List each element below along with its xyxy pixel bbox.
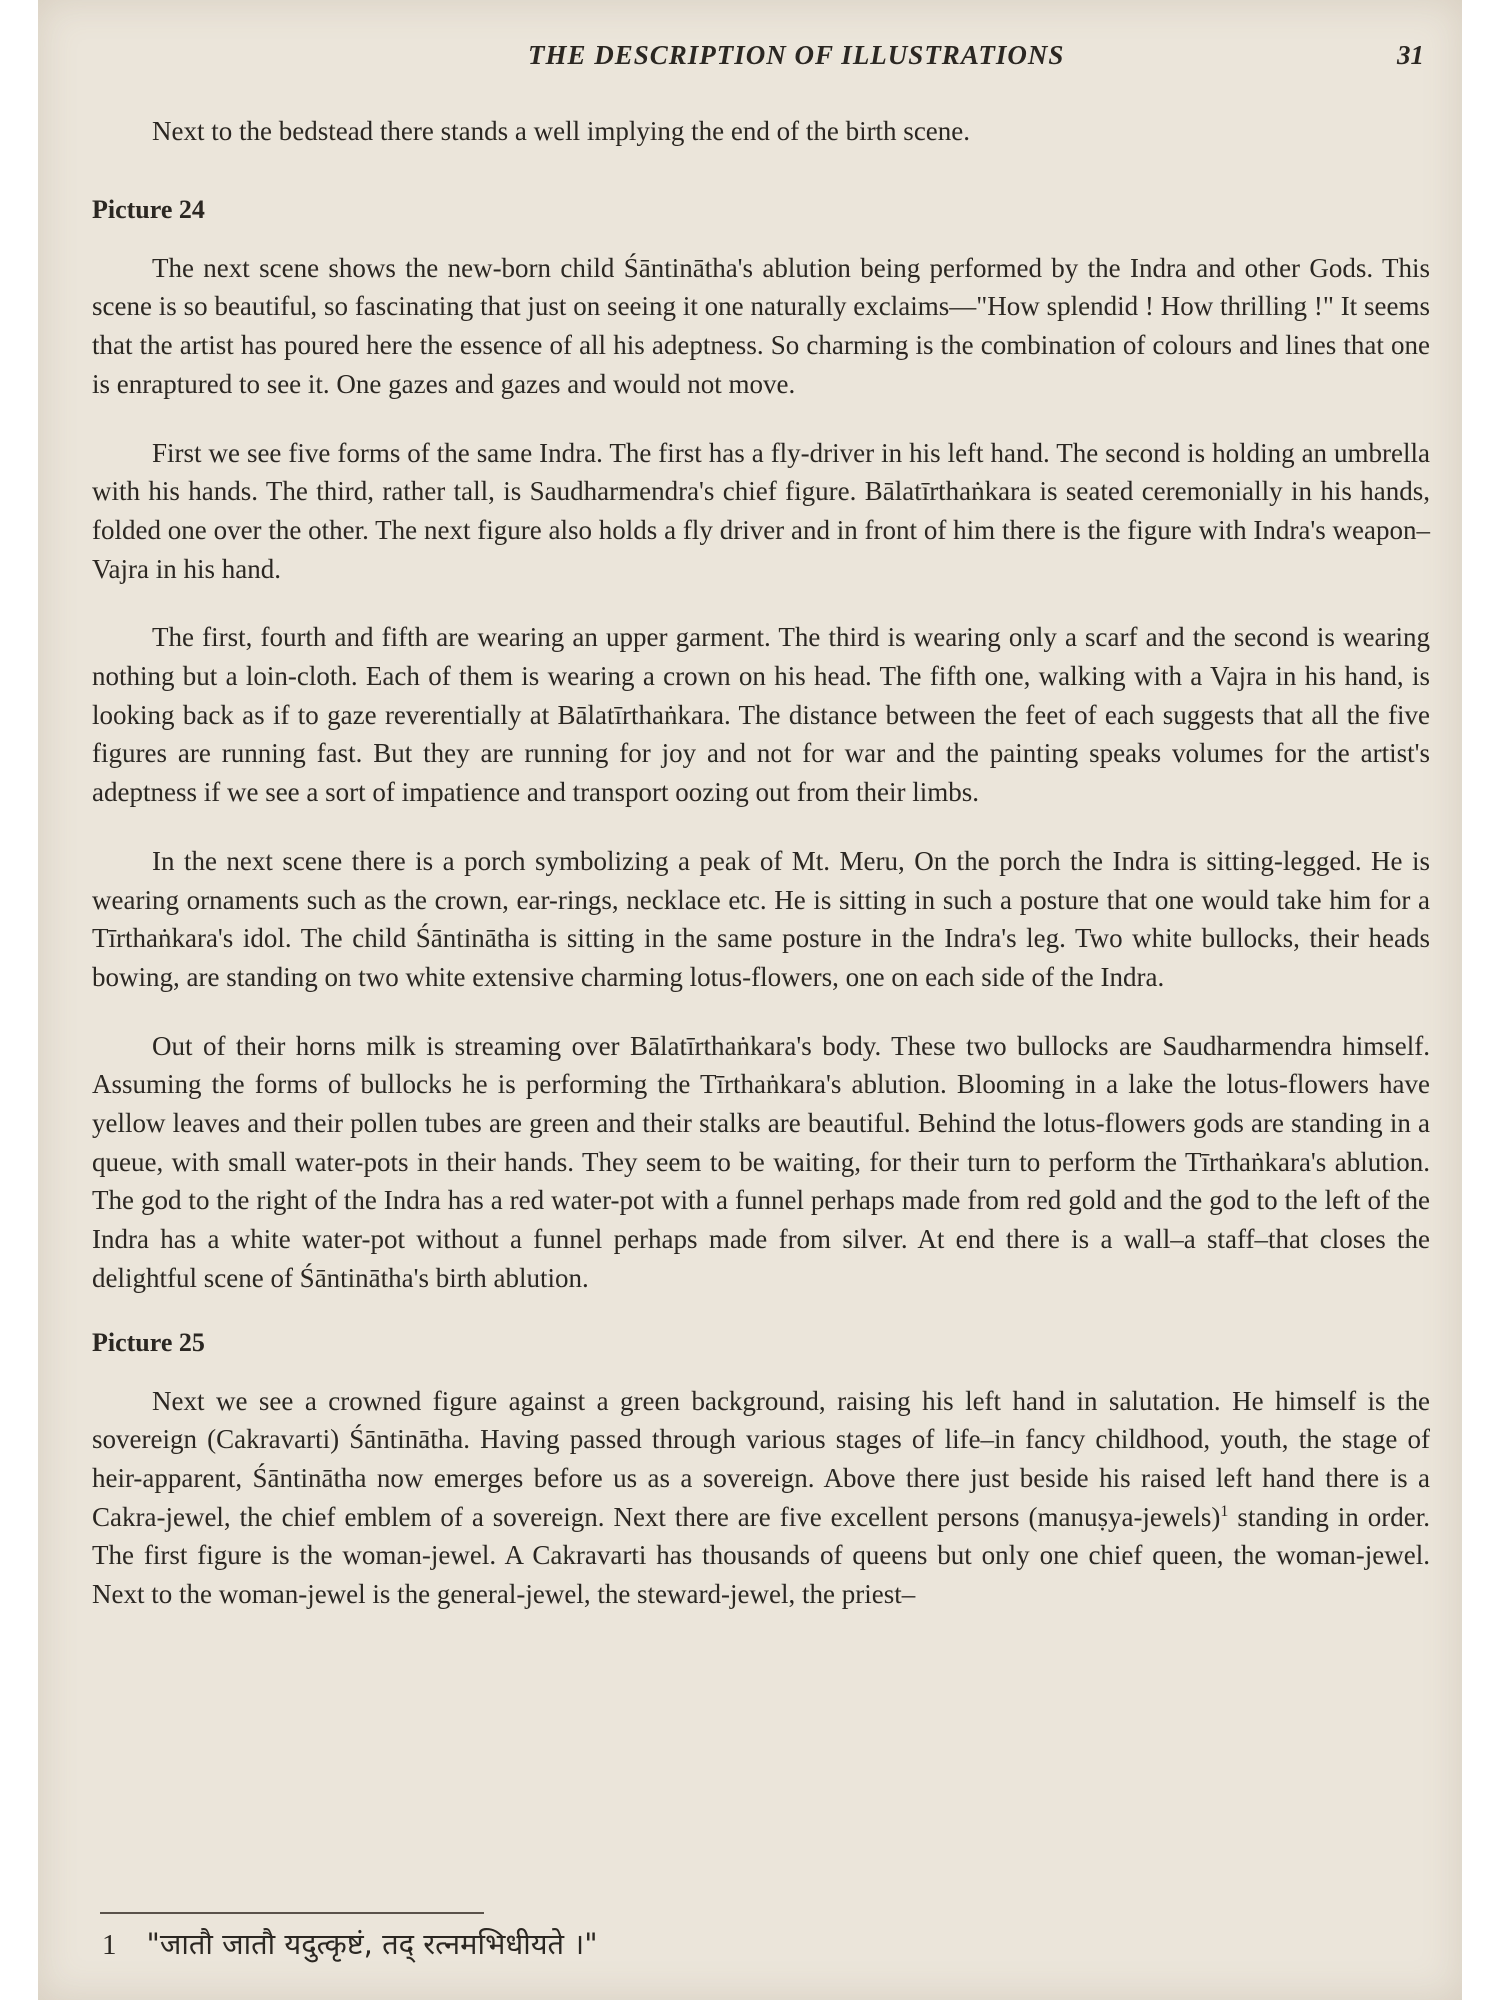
footnote-divider — [100, 1912, 484, 1914]
book-page — [38, 0, 1462, 2000]
paragraph — [92, 1382, 1430, 1614]
paragraph: The first, fourth and fifth are wearing an upper garment. The third is wearing only a scarf and the second is wearing nothing but a loin-cloth. Each of them is wearing a crown on his head. The fifth one, walking with a Vajra in his hand, is looking back as if to gaze reverentially at Bālatīrthaṅkara. The distance between the feet of each suggests that all the five figures are running fast. But they are running for joy and not for war and the painting speaks volumes for the artist's adeptness if we see a sort of impatience and transport oozing out from their limbs. — [92, 622, 1430, 808]
footnote-marker: 1 — [1220, 1502, 1229, 1520]
page-body — [92, 112, 1430, 1644]
paragraph: The next scene shows the new-born child Śāntinātha's ablution being performed by the Indra and other Gods. This scene is so beautiful, so fascinating that just on seeing it one naturally exclaims—"How splendid ! How thrilling !" It seems that the artist has poured here the essence of all his adeptness. So charming is the combination of colours and lines that one is enraptured to see it. One gazes and gazes and would not move. — [92, 252, 1430, 399]
paragraph-text: Next we see a crowned figure against a green background, raising his left hand in salutation. He himself is the sovereign (Cakravarti) Śāntinātha. Having passed through various stages of life–in fancy childhood, youth, the stage of heir-apparent, Śāntinātha now emerges before us as a sovereign. Above there just beside his raised left hand there is a Cakra-jewel, the chief emblem of a sovereign. Next there are five excellent persons (manuṣya-jewels) — [92, 1385, 1430, 1532]
section-heading-picture-24: Picture 24 — [92, 194, 205, 224]
paragraph-intro: Next to the bedstead there stands a well implying the end of the birth scene. — [152, 116, 971, 146]
page-number: 31 — [1397, 40, 1424, 70]
section-heading-picture-25: Picture 25 — [92, 1327, 205, 1357]
paragraph: First we see five forms of the same Indra. The first has a fly-driver in his left hand. The second is holding an umbrella with his hands. The third, rather tall, is Saudharmendra's chief figure. Bālatīrthaṅkara is seated ceremonially in his hands, folded one over the other. The next figure also holds a fly driver and in front of him there is the figure with Indra's weapon–Vajra in his hand. — [92, 437, 1430, 584]
paragraph-text: standing in order. The first figure is the woman-jewel. A Cakravarti has thousands of queens but only one chief queen, the woman-jewel. Next to the woman-jewel is the general-jewel, the steward-jewel, the priest– — [92, 1501, 1430, 1610]
footnote — [102, 1924, 598, 1963]
paragraph: Out of their horns milk is streaming over Bālatīrthaṅkara's body. These two bullocks are Saudharmendra himself. Assuming the forms of bullocks he is performing the Tīrthaṅkara's ablution. Blooming in a lake the lotus-flowers have yellow leaves and their pollen tubes are green and their stalks are beautiful. Behind the lotus-flowers gods are standing in a queue, with small water-pots in their hands. They seem to be waiting, for their turn to perform the Tīrthaṅkara's ablution. The god to the right of the Indra has a red water-pot with a funnel perhaps made from red gold and the god to the left of the Indra has a white water-pot without a funnel perhaps made from silver. At end there is a wall–a staff–that closes the delightful scene of Śāntinātha's birth ablution. — [92, 1030, 1430, 1293]
footnote-number: 1 — [102, 1929, 117, 1961]
running-head: THE DESCRIPTION OF ILLUSTRATIONS — [528, 40, 1065, 70]
footnote-text: "जातौ जातौ यदुत्कृष्टं, तद् रत्नमभिधीयते ।" — [146, 1927, 598, 1961]
paragraph: In the next scene there is a porch symbolizing a peak of Mt. Meru, On the porch the Indra is sitting-legged. He is wearing ornaments such as the crown, ear-rings, necklace etc. He is sitting in such a posture that one would take him for a Tīrthaṅkara's idol. The child Śāntinātha is sitting in the same posture in the Indra's leg. Two white bullocks, their heads bowing, are standing on two white extensive charming lotus-flowers, one on each side of the Indra. — [92, 845, 1430, 992]
